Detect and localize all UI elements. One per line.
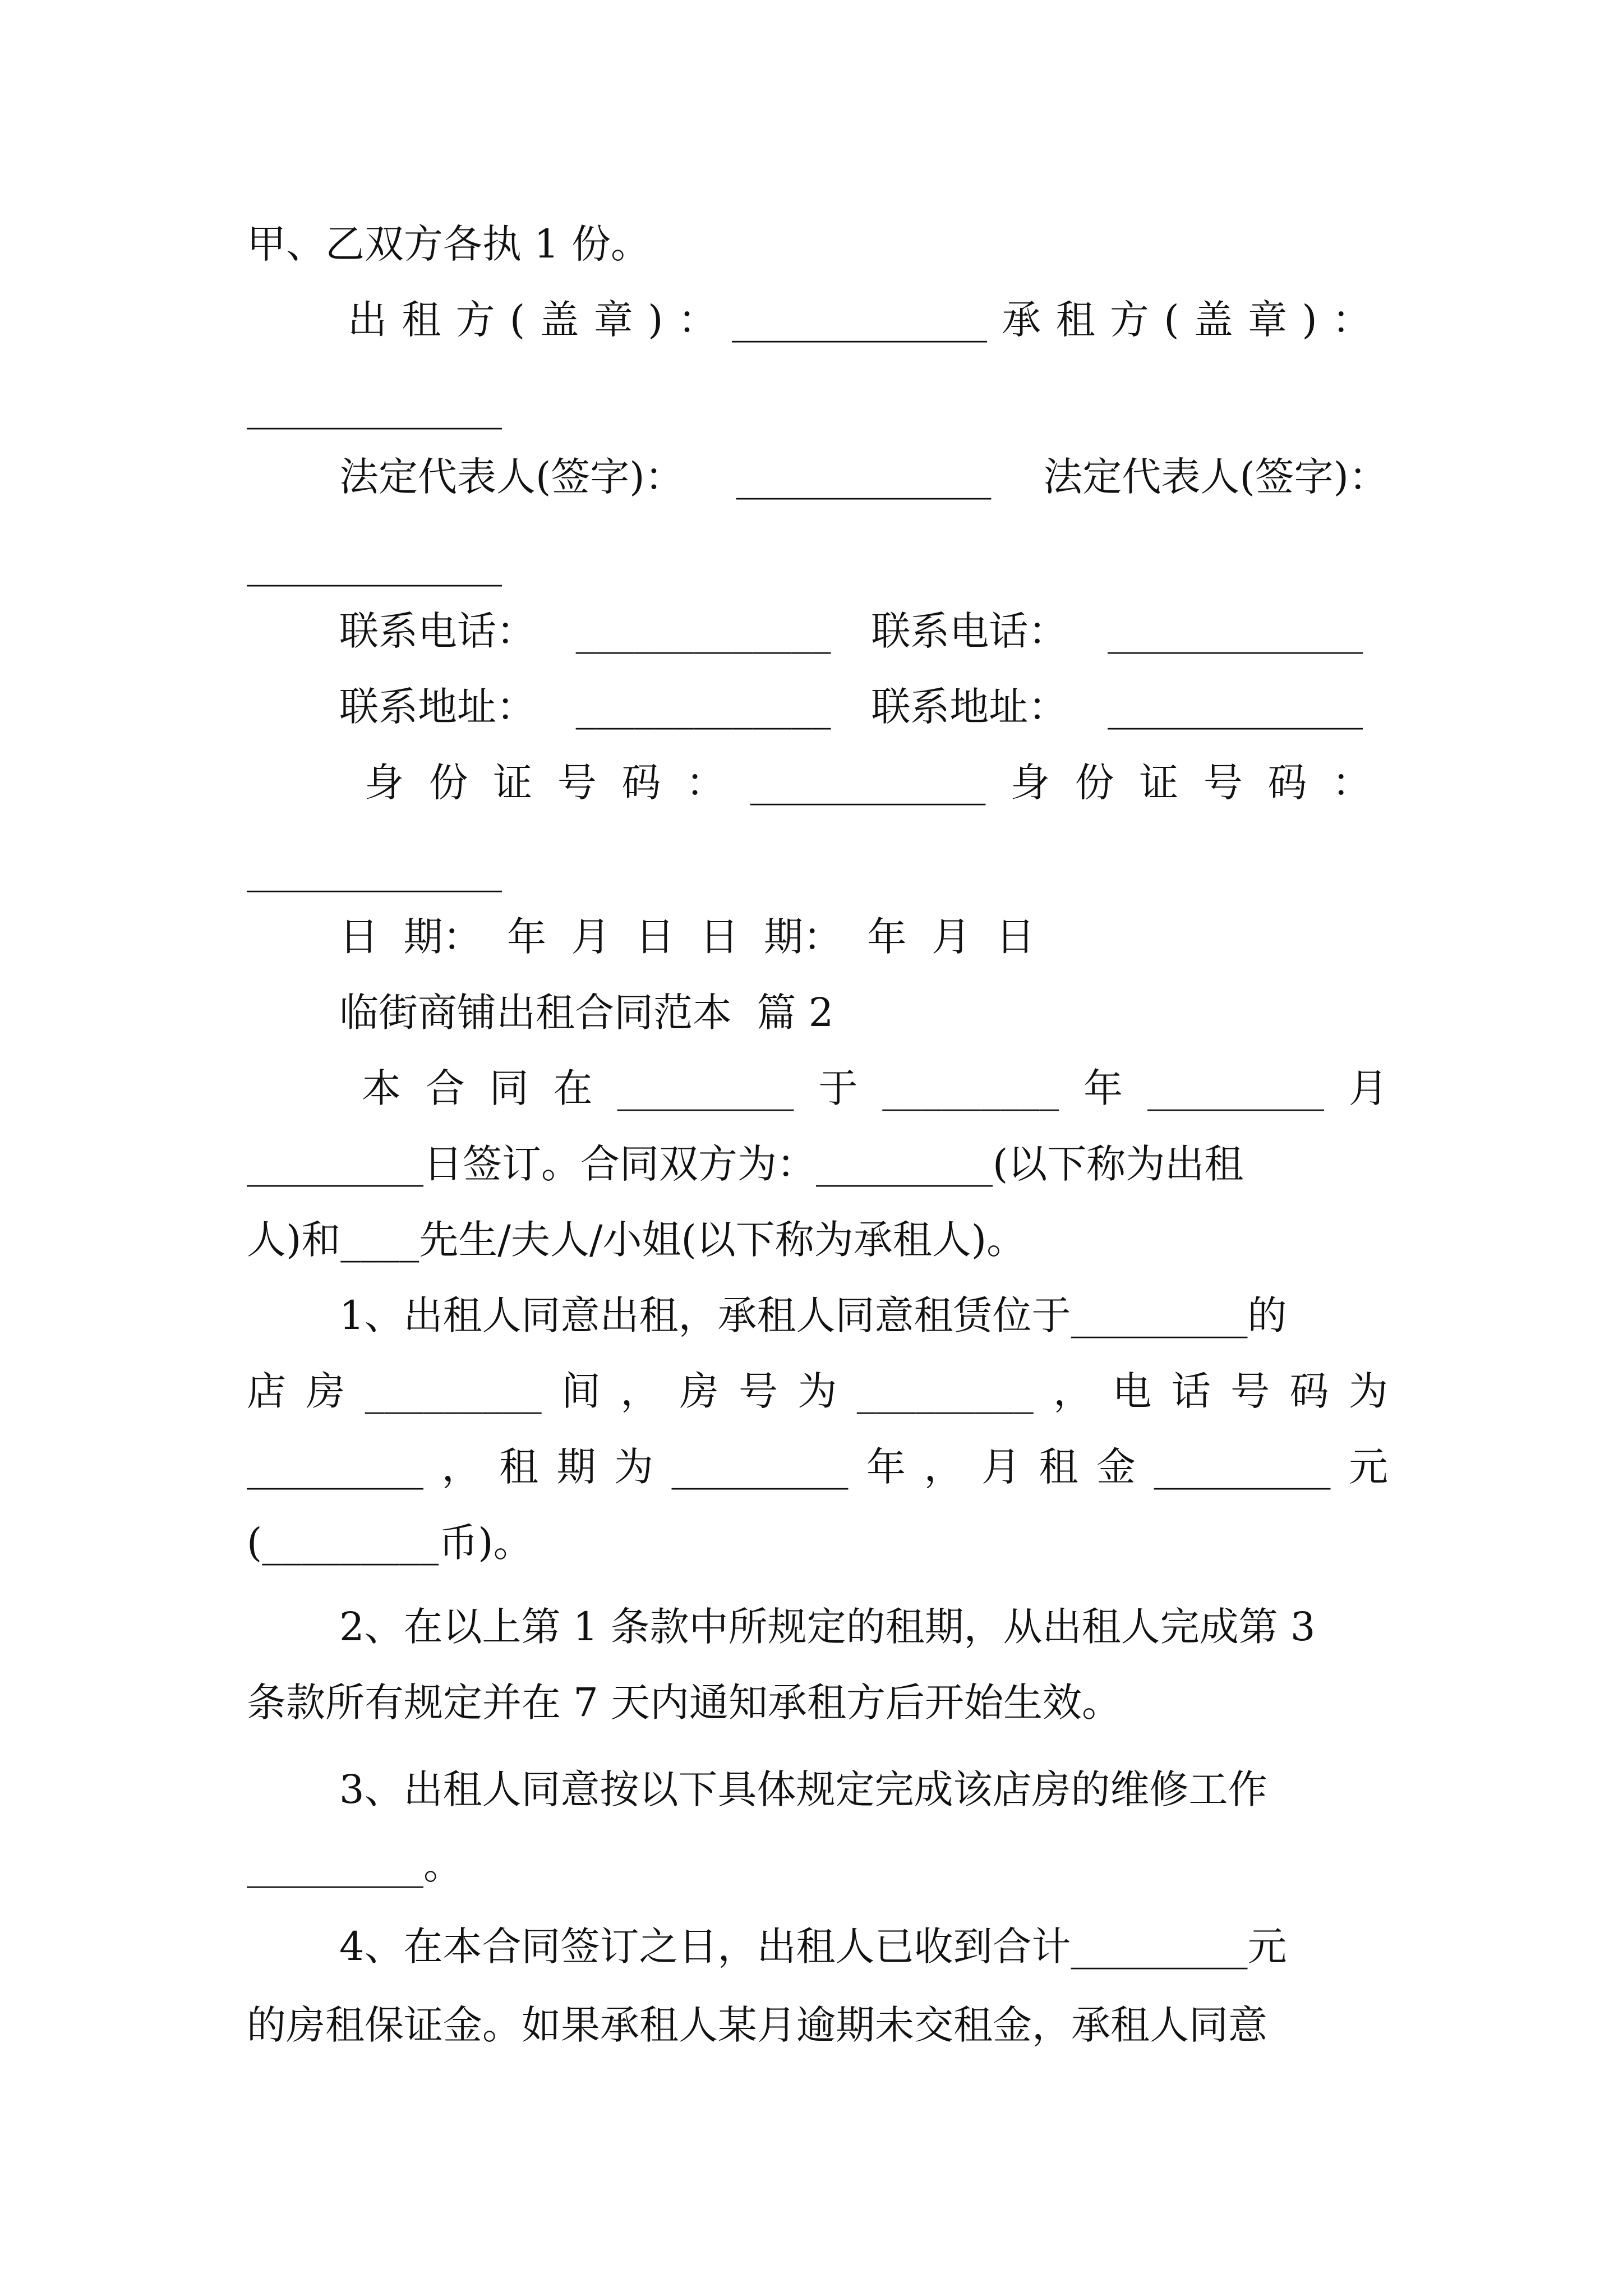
clause-1-line: 店 房 _________ 间 ， 房 号 为 _________ ， 电 话 号 码 为	[247, 1363, 1388, 1419]
blank-field: _____________	[575, 684, 831, 730]
blank-field: _________	[617, 1065, 794, 1111]
blank-field: _________	[856, 1368, 1034, 1414]
line-address: 联系地址： _____________ 联系地址： _____________	[339, 679, 1363, 735]
clause-1: 1、出租人同意出租，承租人同意租赁位于_________的	[339, 1292, 1287, 1338]
clause-3-line: _________。	[247, 1842, 463, 1888]
blank-field: _________	[1154, 1444, 1331, 1490]
line-legal-rep: 法定代表人(签字)： _____________ 法定代表人(签字)：	[339, 449, 1388, 505]
blank-field: _________	[1147, 1065, 1324, 1111]
clause-1-line: _________ ， 租 期 为 _________ 年 ， 月 租 金 _________ 元	[247, 1439, 1388, 1495]
clause-2: 2、在以上第 1 条款中所规定的租期，从出租人完成第 3	[339, 1604, 1316, 1650]
clause-1-line: (_________币)。	[247, 1520, 533, 1566]
blank-field: _____________	[247, 846, 502, 892]
blank-field: _____________	[247, 384, 502, 430]
clause-4-line: 的房租保证金。如果承租人某月逾期未交租金，承租人同意	[247, 2002, 1267, 2048]
blank-field: _____________	[575, 608, 831, 654]
line-id-number: 身 份 证 号 码 ： ____________ 身 份 证 号 码 ：	[365, 754, 1371, 811]
line-contract-signed: 本 合 同 在 _________ 于 _________ 年 _________ 月	[362, 1060, 1388, 1116]
blank-field: _____________	[736, 454, 992, 500]
blank-field: _________	[365, 1368, 542, 1414]
blank-field: _____________	[1107, 608, 1363, 654]
clause-4: 4、在本合同签订之日，出租人已收到合计_________元	[339, 1924, 1287, 1970]
blank-field: _________	[247, 1444, 423, 1490]
line-phone: 联系电话： _____________ 联系电话： _____________	[339, 603, 1363, 659]
clause-3: 3、出租人同意按以下具体规定完成该店房的维修工作	[339, 1766, 1267, 1812]
line-lessor-seal: 出 租 方 ( 盖 章 ) ： _____________ 承 租 方 ( 盖 章 ) ：	[348, 292, 1371, 348]
paragraph-line: _________日签订。合同双方为：_________(以下称为出租	[247, 1141, 1244, 1187]
blank-field: _____________	[1107, 684, 1363, 730]
clause-2-line: 条款所有规定并在 7 天内通知承租方后开始生效。	[247, 1680, 1122, 1726]
line-copies: 甲、乙双方各执 1 份。	[247, 221, 651, 267]
section-heading: 临街商铺出租合同范本 篇 2	[339, 990, 834, 1036]
paragraph-line: 人)和____先生/夫人/小姐(以下称为承租人)。	[247, 1217, 1026, 1263]
blank-field: _____________	[732, 297, 987, 343]
blank-field: _________	[671, 1444, 849, 1490]
blank-field: ____________	[750, 760, 986, 806]
blank-field: _________	[882, 1065, 1059, 1111]
blank-field: _____________	[247, 541, 502, 587]
line-date: 日 期： 年 月 日 日 期： 年 月 日	[339, 914, 1035, 960]
